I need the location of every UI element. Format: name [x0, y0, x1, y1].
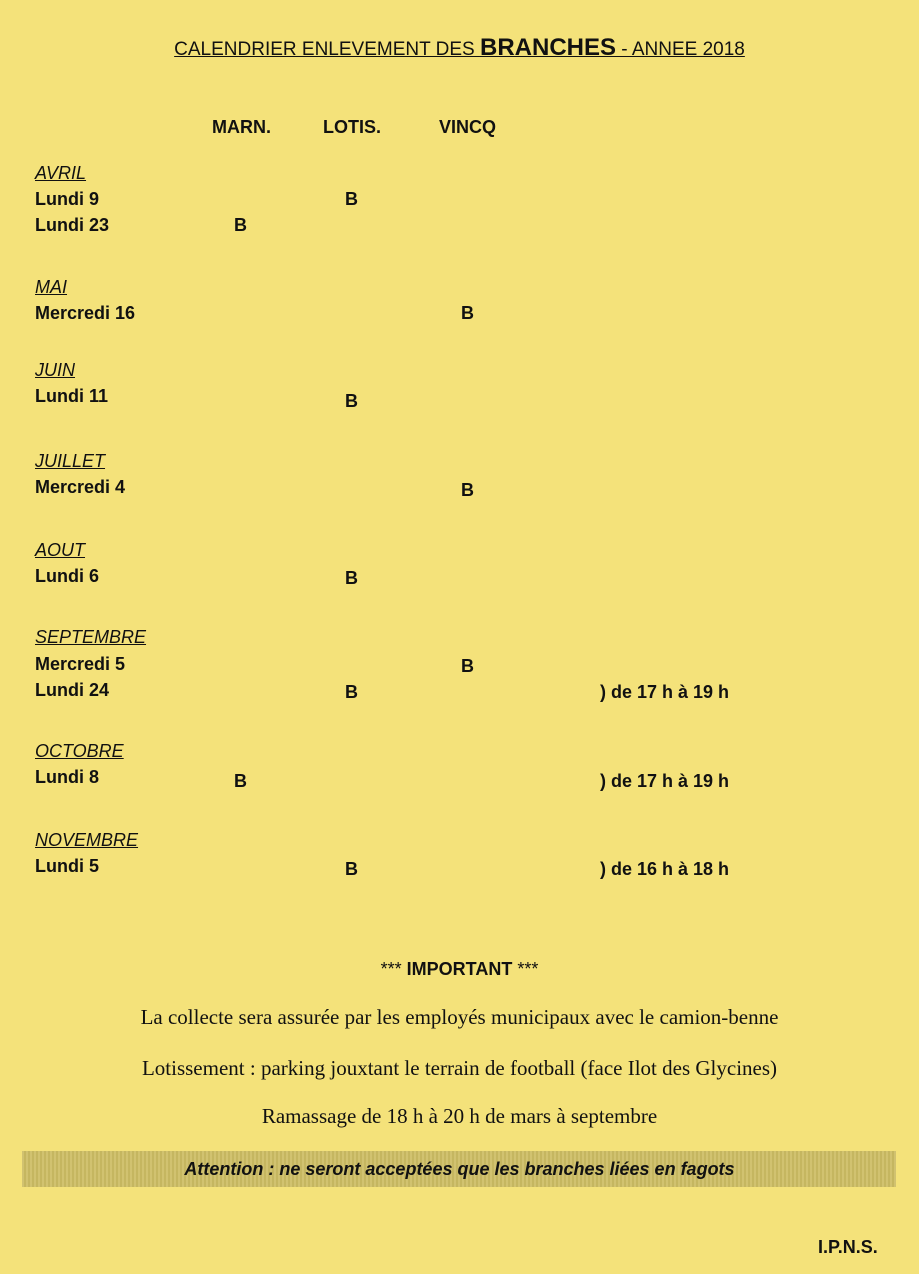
collection-mark: B [345, 189, 358, 209]
day-label: Lundi 24 [35, 680, 110, 700]
note-ramassage: Ramassage de 18 h à 20 h de mars à septembre [261, 1104, 658, 1128]
month-label: JUIN [35, 360, 75, 380]
page-title-text [174, 34, 745, 61]
month-label: OCTOBRE [35, 741, 124, 761]
collection-mark: B [234, 771, 247, 791]
page-title [0, 36, 919, 62]
day-label: Lundi 6 [35, 566, 99, 586]
month-label: JUILLET [35, 451, 106, 471]
collection-mark: B [345, 568, 358, 588]
title-prefix: CALENDRIER ENLEVEMENT DES [174, 39, 480, 60]
month-label: SEPTEMBRE [35, 627, 147, 647]
collection-mark: B [461, 656, 474, 676]
month-label: NOVEMBRE [35, 830, 139, 850]
collection-mark: B [345, 859, 358, 879]
day-label: Mercredi 4 [35, 477, 126, 497]
month-label: MAI [35, 277, 68, 297]
hours-note: ) de 16 h à 18 h [600, 859, 730, 879]
attention-note: Attention : ne seront acceptées que les branches liées en fagots [184, 1159, 735, 1179]
note-collection: La collecte sera assurée par les employés municipaux avec le camion-benne [140, 1005, 779, 1029]
month-label: AOUT [35, 540, 86, 560]
note-lotissement: Lotissement : parking jouxtant le terrain de football (face Ilot des Glycines) [141, 1056, 778, 1080]
important-stars-right: *** [512, 959, 539, 979]
footer-ipns: I.P.N.S. [818, 1237, 878, 1257]
column-header-vincq: VINCQ [439, 117, 497, 137]
day-label: Lundi 11 [35, 386, 109, 406]
collection-mark: B [345, 391, 358, 411]
collection-mark: B [234, 215, 247, 235]
collection-mark: B [461, 480, 474, 500]
column-header-marn: MARN. [212, 117, 271, 137]
hours-note: ) de 17 h à 19 h [600, 682, 730, 702]
day-label: Lundi 9 [35, 189, 99, 209]
day-label: Lundi 23 [35, 215, 110, 235]
day-label: Mercredi 5 [35, 654, 126, 674]
title-bold: BRANCHES [479, 34, 616, 61]
day-label: Lundi 5 [35, 856, 99, 876]
important-heading [0, 958, 919, 980]
day-label: Mercredi 16 [35, 303, 136, 323]
important-label: IMPORTANT [406, 959, 513, 979]
hours-note: ) de 17 h à 19 h [600, 771, 730, 791]
collection-mark: B [345, 682, 358, 702]
day-label: Lundi 8 [35, 767, 99, 787]
month-label: AVRIL [35, 163, 87, 183]
title-suffix: - ANNEE 2018 [616, 39, 745, 60]
column-header-lotis: LOTIS. [323, 117, 381, 137]
collection-mark: B [461, 303, 474, 323]
important-stars-left: *** [380, 959, 407, 979]
